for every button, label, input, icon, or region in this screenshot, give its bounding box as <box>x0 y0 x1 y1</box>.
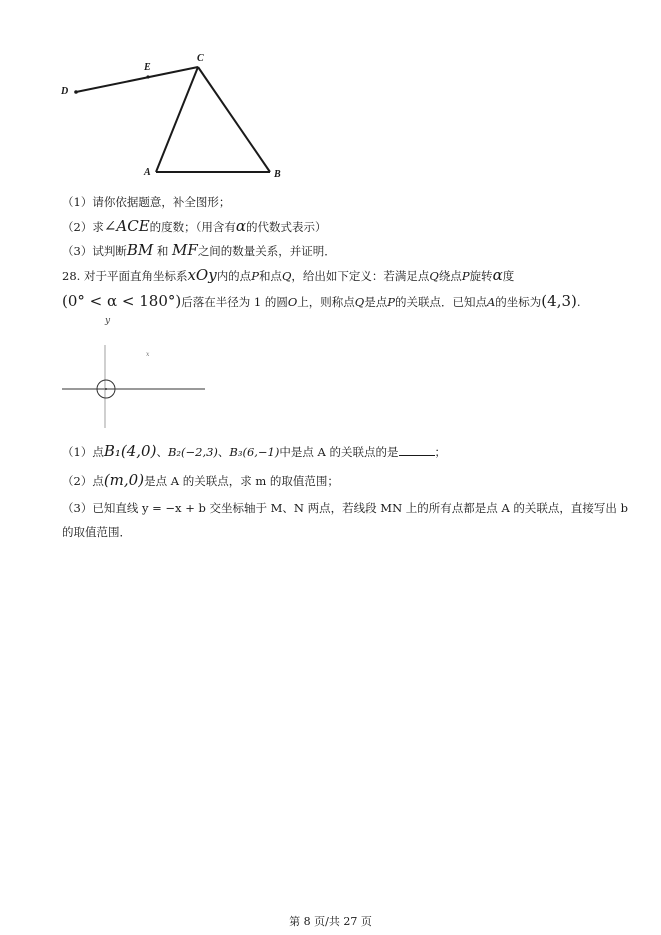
page-number: 第 8 页/共 27 页 <box>289 915 372 928</box>
q28-point-q2: Q <box>429 269 439 283</box>
q28-line1-around: 绕点 <box>438 269 462 283</box>
q28-point-p: P <box>251 269 259 283</box>
q28-circle-o: O <box>287 295 298 309</box>
q28-line1-def: ，给出如下定义：若满足点 <box>291 269 430 283</box>
q28-line1 <box>62 267 514 284</box>
q28-line1-and: 和点 <box>258 269 282 283</box>
segment-ca <box>156 67 198 172</box>
q28-xoy: xOy <box>187 266 217 284</box>
q28-part1-suffix: 中是点 A 的关联点的是 <box>279 445 399 459</box>
segment-dc <box>76 67 198 92</box>
graph-tick-label: x <box>146 351 150 358</box>
q27-part3-and: 和 <box>153 244 173 258</box>
q28-part3 <box>62 500 628 516</box>
q27-part2-prefix: （2）求 <box>62 220 104 234</box>
q28-line2-p: P <box>387 295 395 309</box>
q28-part1-sep1: 、 <box>156 445 168 459</box>
q27-part2-suffix: 的代数式表示） <box>246 220 327 234</box>
q28-part3-cont <box>62 524 131 540</box>
graph-y-label: y <box>105 316 111 326</box>
label-c: C <box>197 53 204 64</box>
label-b: B <box>274 169 281 180</box>
q27-part2-angle: ∠ACE <box>103 217 150 235</box>
q28-part3-line1: （3）已知直线 y = −x + b 交坐标轴于 M、N 两点，若线段 MN 上的所有点都是点 A 的关联点，直接写出 b <box>62 501 628 515</box>
q28-line2-a: 后落在半径为 1 的圆 <box>181 295 288 309</box>
origin-dot <box>105 388 107 390</box>
q28-part1 <box>62 443 446 460</box>
q28-line2 <box>62 293 581 310</box>
q27-part3-mf: MF <box>172 241 198 259</box>
q28-part1-sep2: 、 <box>217 445 230 459</box>
q28-line2-point-a: A <box>486 295 496 309</box>
answer-blank[interactable] <box>399 445 435 456</box>
q28-point-m0: (m,0) <box>103 471 145 489</box>
q28-line2-b: 上，则称点 <box>297 295 355 309</box>
q28-part2 <box>62 472 339 489</box>
q28-part2-suffix: 是点 A 的关联点，求 m 的取值范围； <box>144 474 339 488</box>
q28-line1-rotate: 旋转 <box>469 269 493 283</box>
q28-point-p2: P <box>461 269 470 283</box>
q28-coord-a: (4,3) <box>541 292 577 310</box>
q28-part1-end: ； <box>434 445 446 459</box>
q27-part2-alpha: α <box>235 217 247 235</box>
q27-part3-bm: BM <box>126 241 154 259</box>
q27-part3 <box>62 242 336 259</box>
q28-part3-line2: 的取值范围． <box>62 525 131 539</box>
label-d: D <box>61 86 69 97</box>
point-d <box>74 90 78 94</box>
q27-part1-text: （1）请你依据题意，补全图形； <box>62 195 231 209</box>
page-footer <box>0 914 661 930</box>
label-a: A <box>144 167 151 178</box>
q27-part1 <box>62 194 230 210</box>
q28-line2-end: . <box>576 295 581 309</box>
q28-line2-d: 的关联点．已知点 <box>394 295 487 309</box>
q27-part3-prefix: （3）试判断 <box>62 244 127 258</box>
q28-b1: B₁(4,0) <box>103 442 157 460</box>
q28-b2: B₂(−2,3) <box>167 445 218 459</box>
q28-line1-prefix: 28. 对于平面直角坐标系 <box>62 269 188 283</box>
q28-point-q: Q <box>281 269 292 283</box>
q28-line2-q: Q <box>354 295 365 309</box>
q28-line2-c: 是点 <box>364 295 388 309</box>
q27-part2-mid: 的度数；（用含有 <box>149 220 236 234</box>
q27-part3-suffix: 之间的数量关系，并证明． <box>197 244 336 258</box>
q28-b3: B₃(6,−1) <box>229 445 280 459</box>
q28-part1-prefix: （1）点 <box>62 445 104 459</box>
label-e: E <box>144 62 151 73</box>
q28-range: (0° < α < 180°) <box>62 292 182 310</box>
q28-alpha: α <box>492 266 503 284</box>
segment-cb <box>198 67 270 172</box>
q28-part2-prefix: （2）点 <box>62 474 104 488</box>
q27-part2 <box>62 218 327 235</box>
point-e <box>146 75 149 78</box>
q28-line2-e: 的坐标为 <box>495 295 542 309</box>
q28-line1-deg: 度 <box>502 269 515 283</box>
q28-line1-mid: 内的点 <box>216 269 252 283</box>
